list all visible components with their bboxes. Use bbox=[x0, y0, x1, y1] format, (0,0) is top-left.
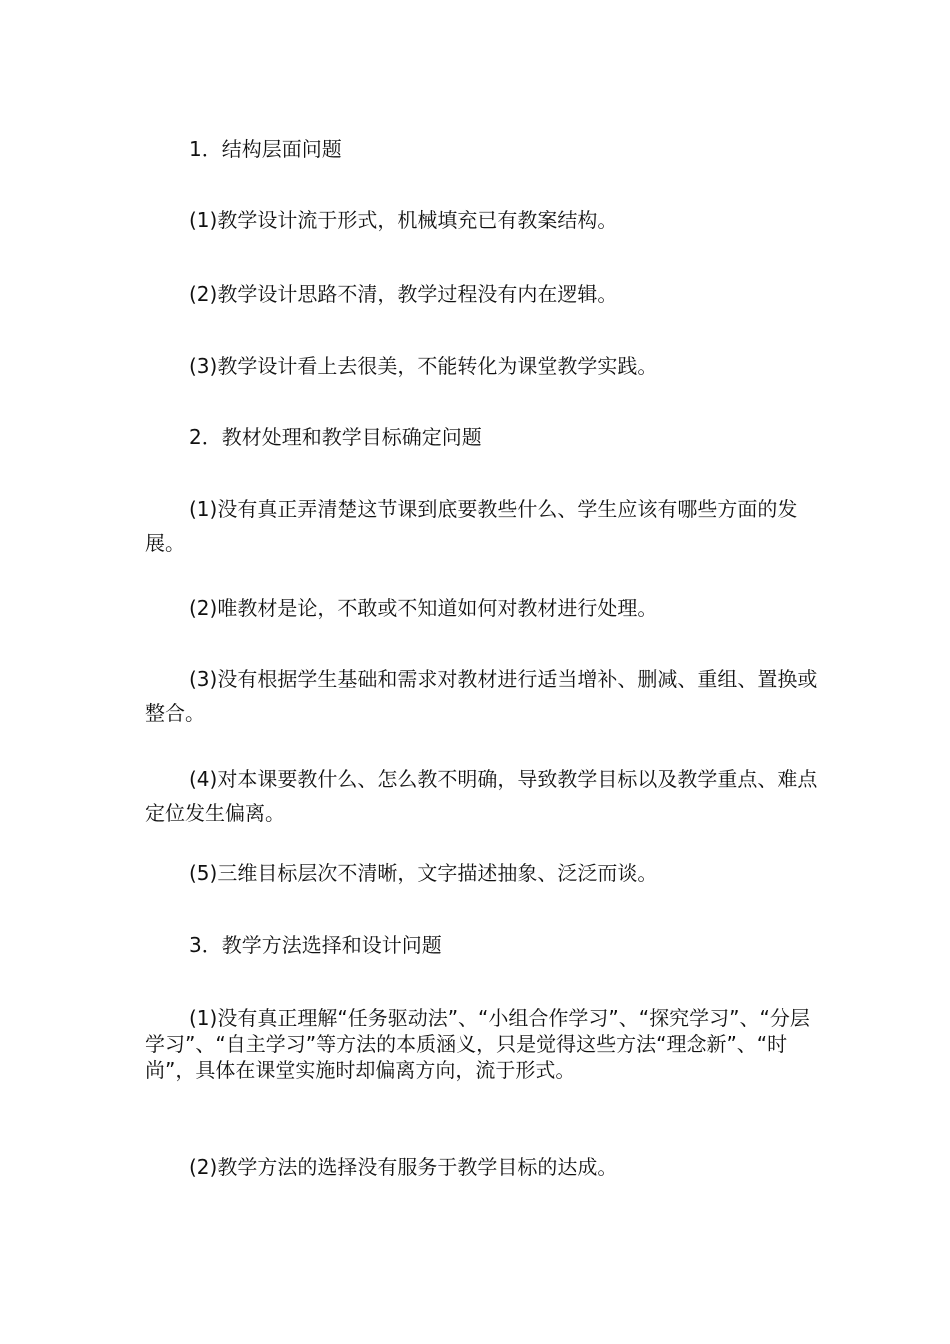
paragraph: (1)没有真正理解“任务驱动法”、“小组合作学习”、“探究学习”、“分层学习”、“自主学习”等方法的本质涵义，只是觉得这些方法“理念新”、“时尚”，具体在课堂实施时却偏离方向，流于形式。 bbox=[145, 1006, 810, 1082]
paragraph: (3)没有根据学生基础和需求对教材进行适当增补、删减、重组、置换或整合。 bbox=[145, 667, 818, 725]
paragraph: (2)唯教材是论，不敢或不知道如何对教材进行处理。 bbox=[189, 596, 658, 620]
paragraph: (2)教学方法的选择没有服务于教学目标的达成。 bbox=[189, 1155, 618, 1179]
section-heading-2: 2．教材处理和教学目标确定问题 bbox=[189, 425, 482, 449]
paragraph: (1)教学设计流于形式，机械填充已有教案结构。 bbox=[189, 208, 618, 232]
section-heading-1: 1．结构层面问题 bbox=[189, 137, 342, 161]
paragraph: (1)没有真正弄清楚这节课到底要教些什么、学生应该有哪些方面的发展。 bbox=[145, 497, 798, 555]
paragraph: (5)三维目标层次不清晰，文字描述抽象、泛泛而谈。 bbox=[189, 861, 658, 885]
paragraph: (2)教学设计思路不清，教学过程没有内在逻辑。 bbox=[189, 282, 618, 306]
paragraph: (3)教学设计看上去很美，不能转化为课堂教学实践。 bbox=[189, 354, 658, 378]
paragraph: (4)对本课要教什么、怎么教不明确，导致教学目标以及教学重点、难点定位发生偏离。 bbox=[145, 767, 818, 825]
section-heading-3: 3．教学方法选择和设计问题 bbox=[189, 933, 442, 957]
